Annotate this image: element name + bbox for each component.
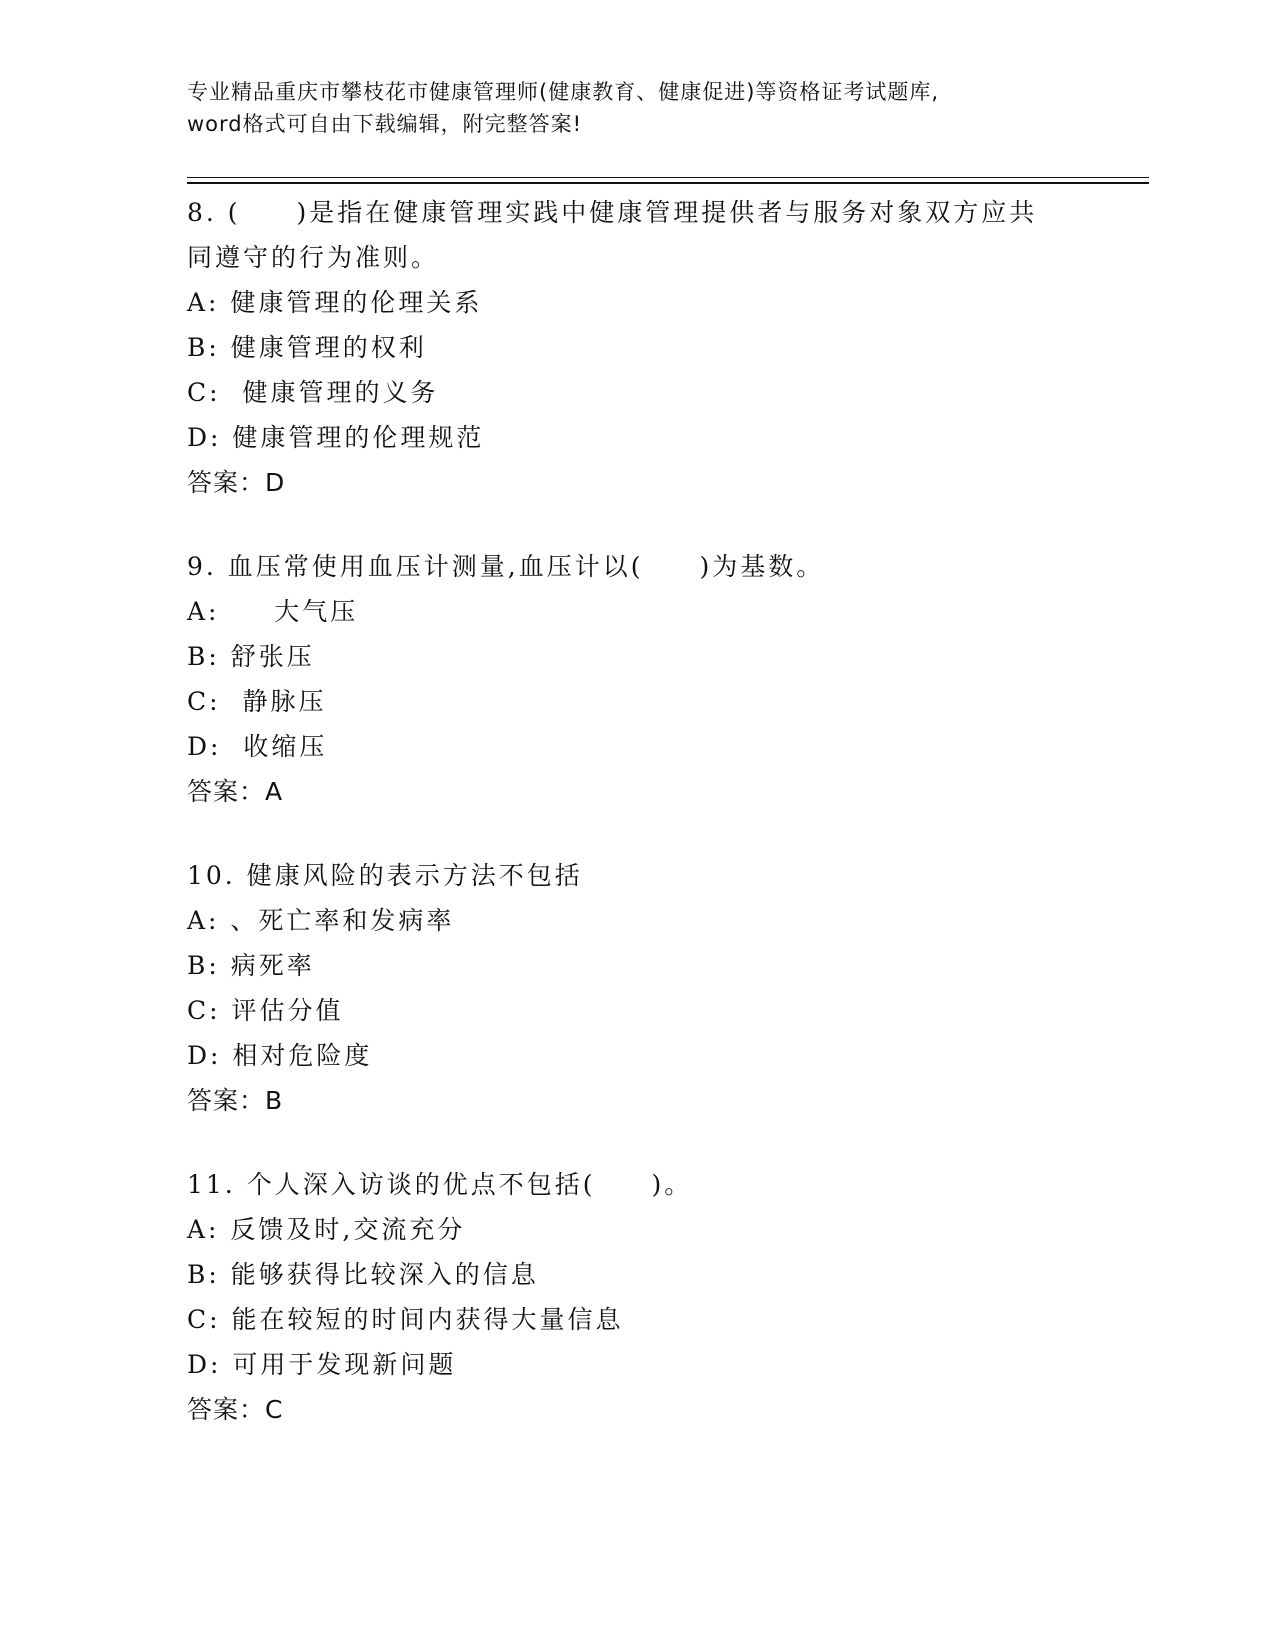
option-c: C: 静脉压 (187, 687, 327, 716)
question-stem: 10. 健康风险的表示方法不包括 (187, 861, 583, 890)
header-divider-thin (187, 177, 1149, 178)
question-stem: 8. ( )是指在健康管理实践中健康管理提供者与服务对象双方应共 (187, 198, 1038, 227)
answer-label: 答案：A (187, 777, 284, 806)
option-c: C: 评估分值 (187, 996, 344, 1025)
answer-label: 答案：C (187, 1395, 284, 1424)
option-d: D: 收缩压 (187, 732, 328, 761)
question-stem: 11. 个人深入访谈的优点不包括( )。 (187, 1170, 693, 1199)
option-a: A: 、死亡率和发病率 (187, 906, 455, 935)
option-b: B: 能够获得比较深入的信息 (187, 1260, 539, 1289)
option-c: C: 能在较短的时间内获得大量信息 (187, 1305, 624, 1334)
option-b: B: 舒张压 (187, 642, 315, 671)
question-8 (187, 190, 1127, 505)
question-stem-continued: 同遵守的行为准则。 (187, 243, 440, 272)
question-list (187, 190, 1127, 1471)
question-9 (187, 544, 1127, 814)
option-list (187, 898, 1127, 1078)
option-a: A: 反馈及时,交流充分 (187, 1215, 466, 1244)
option-b: B: 健康管理的权利 (187, 333, 427, 362)
answer-label: 答案：B (187, 1086, 284, 1115)
option-b: B: 病死率 (187, 951, 315, 980)
question-11 (187, 1162, 1127, 1432)
option-a: A: 大气压 (187, 597, 359, 626)
header-line-1: 专业精品重庆市攀枝花市健康管理师(健康教育、健康促进)等资格证考试题库, (187, 80, 940, 104)
option-c: C: 健康管理的义务 (187, 378, 439, 407)
option-a: A: 健康管理的伦理关系 (187, 288, 483, 317)
option-list (187, 280, 1127, 460)
question-stem: 9. 血压常使用血压计测量,血压计以( )为基数。 (187, 552, 825, 581)
option-d: D: 相对危险度 (187, 1041, 373, 1070)
header-line-2: word格式可自由下载编辑，附完整答案! (187, 112, 583, 136)
document-header (187, 76, 1067, 140)
header-divider-thick (187, 182, 1149, 184)
answer-label: 答案：D (187, 468, 286, 497)
option-d: D: 可用于发现新问题 (187, 1350, 457, 1379)
option-list (187, 589, 1127, 769)
option-list (187, 1207, 1127, 1387)
option-d: D: 健康管理的伦理规范 (187, 423, 485, 452)
question-10 (187, 853, 1127, 1123)
